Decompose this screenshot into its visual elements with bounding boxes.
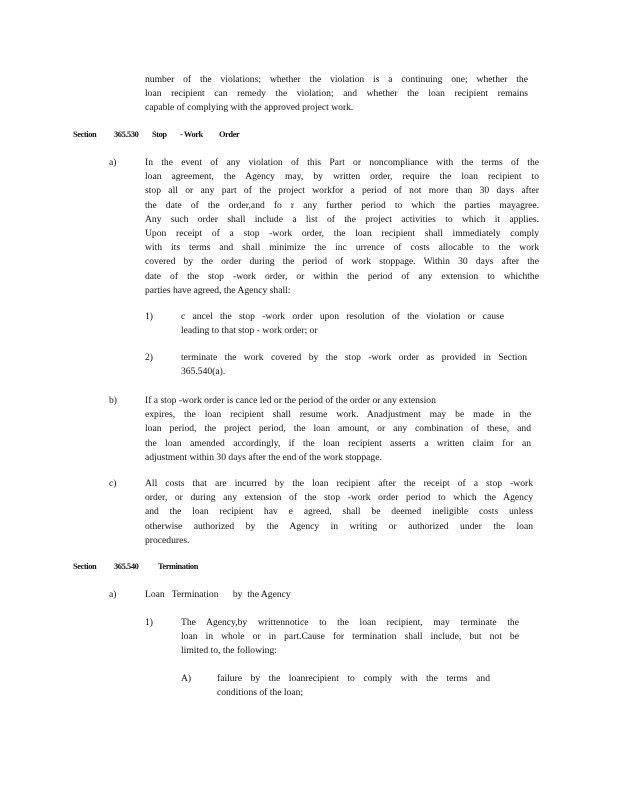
text-line: conditions of the loan; <box>217 687 304 699</box>
subitem-label: 2) <box>145 352 153 363</box>
section-title-part: Order <box>219 130 240 139</box>
text-line: failure by the loanrecipient to comply with the terms and <box>217 673 490 684</box>
item-label: b) <box>109 395 117 406</box>
item-label: a) <box>109 157 117 168</box>
section-label: Section <box>73 562 97 571</box>
section-number: 365.530 <box>114 130 139 139</box>
text-line: the date of the order,and fo r any further period to which the parties mayagree. <box>145 199 539 211</box>
subitem-label: 1) <box>145 311 153 322</box>
subitem-label: 1) <box>145 617 153 628</box>
subitem-paragraph <box>217 672 490 700</box>
text-line: If a stop -work order is cance led or the period of the order or any extension <box>145 395 436 406</box>
text-line: leading to that stop - work order; or <box>181 325 318 337</box>
text-line: and the loan recipient hav e agreed, shall be deemed ineligible costs unless <box>145 506 533 518</box>
subitem-paragraph <box>181 351 527 379</box>
text-line: the loan amended accordingly, if the loan recipient asserts a written claim for an <box>145 437 531 449</box>
text-line: limited to, the following: <box>181 645 277 657</box>
text-line: date of the stop -work order, or within the period of any extension to whichthe <box>145 270 539 282</box>
text-line: with its terms and shall minimize the inc urrence of costs allocable to the work <box>145 242 539 254</box>
section-title-part: Stop <box>152 130 167 139</box>
text-line: loan in whole or in part.Cause for termination shall include, but not be <box>181 631 519 643</box>
subitem-paragraph <box>181 616 519 659</box>
text-line: In the event of any violation of this Part or noncompliance with the terms of the <box>145 157 539 168</box>
text-line: procedures. <box>145 534 190 546</box>
text-line: number of the violations; whether the violation is a continuing one; whether the <box>145 74 528 85</box>
text-line: covered by the order during the period of work stoppage. Within 30 days after the <box>145 256 539 268</box>
item-a-paragraph <box>145 156 539 298</box>
text-line: loan period, the project period, the loan amount, or any combination of these, and <box>145 423 531 435</box>
section-number: 365.540 <box>114 562 139 571</box>
text-line: expires, the loan recipient shall resume work. Anadjustment may be made in the <box>145 409 531 421</box>
text-line: order, or during any extension of the stop -work order period to which the Agency <box>145 492 533 504</box>
text-line: otherwise authorized by the Agency in writing or authorized under the loan <box>145 520 533 532</box>
text-line: adjustment within 30 days after the end of the work stoppage. <box>145 451 382 463</box>
text-line: c ancel the stop -work order upon resolution of the violation or cause <box>181 311 504 322</box>
item-heading: Loan Termination by the Agency <box>145 589 291 600</box>
item-label: c) <box>109 478 117 489</box>
text-line: The Agency,by writtennotice to the loan recipient, may terminate the <box>181 617 519 628</box>
text-line: loan recipient can remedy the violation; and whether the loan recipient remains <box>145 88 528 100</box>
section-title: Termination <box>158 562 198 571</box>
subitem-paragraph <box>181 310 504 338</box>
text-line: terminate the work covered by the stop -work order as provided in Section <box>181 352 527 363</box>
intro-paragraph <box>145 73 528 116</box>
text-line: capable of complying with the approved project work. <box>145 102 354 114</box>
subitem-label: A) <box>181 673 192 684</box>
item-c-paragraph <box>145 477 533 548</box>
section-title-part: - Work <box>180 130 203 139</box>
item-label: a) <box>109 589 117 600</box>
text-line: parties have agreed, the Agency shall: <box>145 284 291 296</box>
text-line: Upon receipt of a stop -work order, the loan recipient shall immediately comply <box>145 228 539 240</box>
item-b-paragraph <box>145 394 531 465</box>
text-line: stop all or any part of the project workfor a period of not more than 30 days after <box>145 185 539 197</box>
text-line: loan agreement, the Agency may, by written order, require the loan recipient to <box>145 171 539 183</box>
text-line: 365.540(a). <box>181 366 226 378</box>
text-line: Any such order shall include a list of the project activities to which it applies. <box>145 213 539 225</box>
section-label: Section <box>73 130 97 139</box>
text-line: All costs that are incurred by the loan recipient after the receipt of a stop -work <box>145 478 533 489</box>
